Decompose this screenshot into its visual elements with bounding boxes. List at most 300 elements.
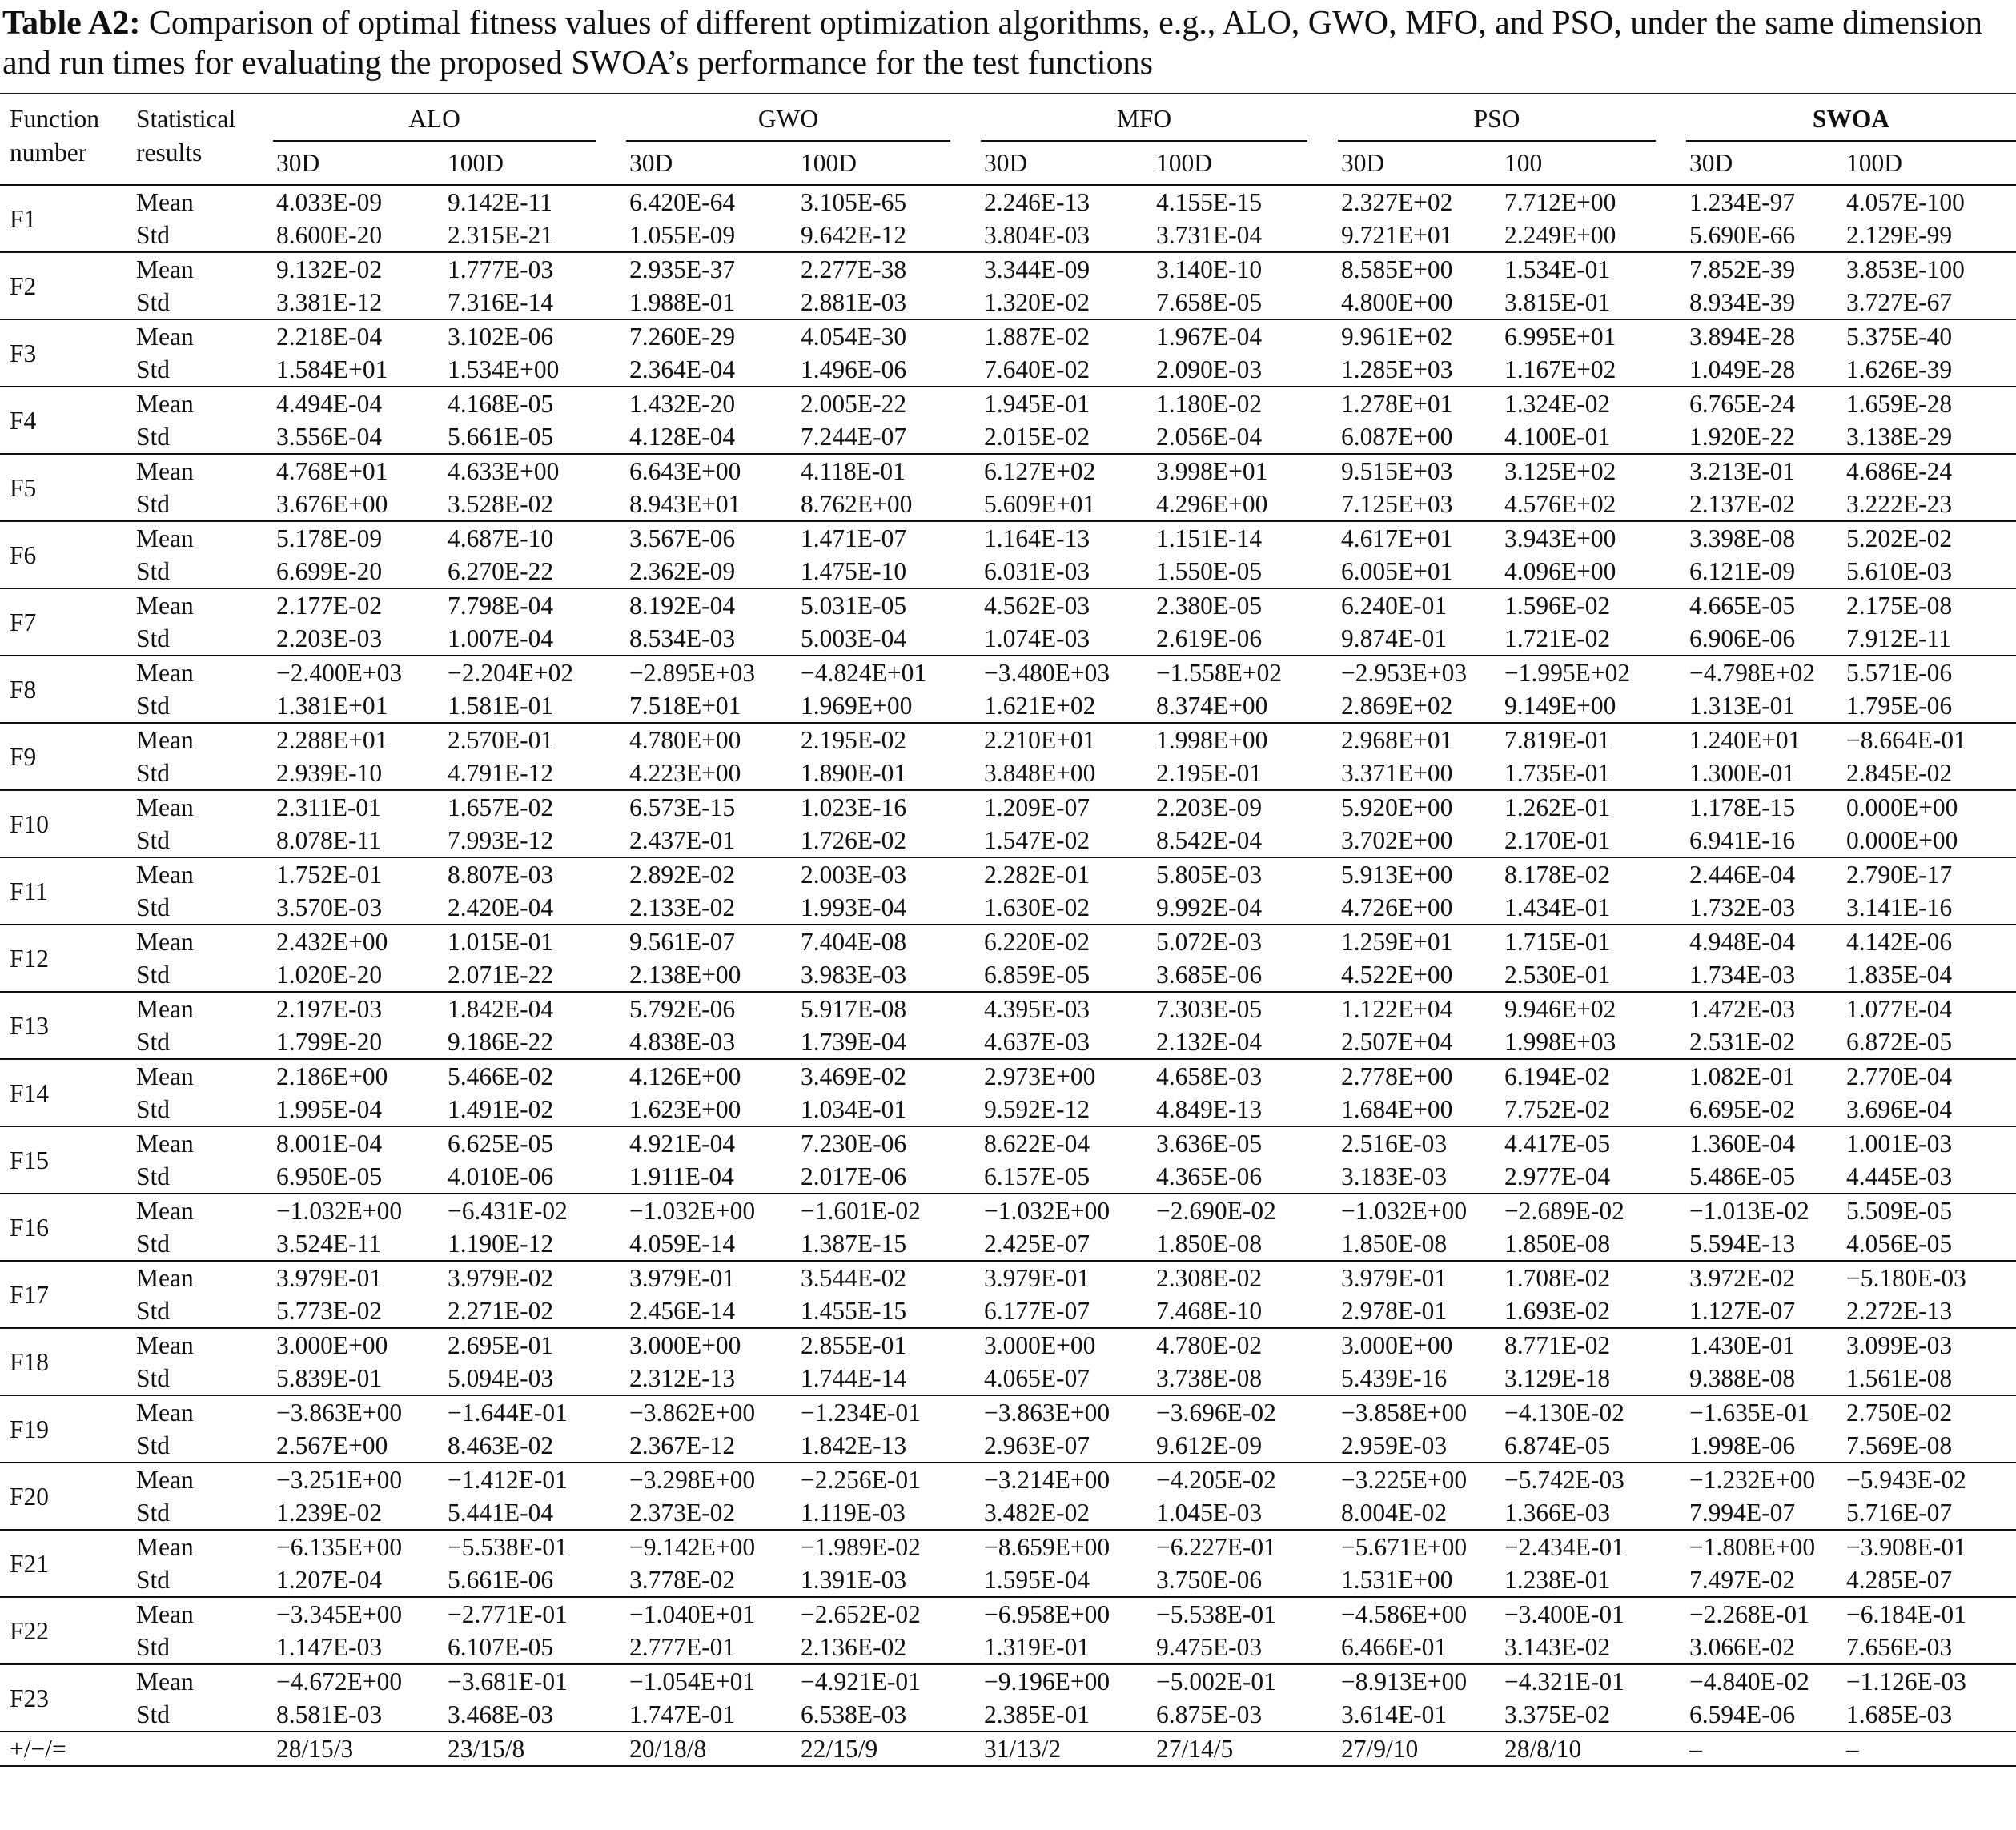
value-cell: 7.819E-01 bbox=[1501, 723, 1686, 756]
value-cell: 4.948E-04 bbox=[1686, 925, 1843, 958]
table-body bbox=[0, 185, 2016, 1766]
table-row bbox=[0, 1395, 2016, 1429]
value-cell: 2.138E+00 bbox=[629, 961, 741, 989]
value-cell: 2.778E+00 bbox=[1338, 1059, 1501, 1093]
value-cell: 5.375E-40 bbox=[1843, 319, 2016, 353]
value-cell: 3.804E-03 bbox=[984, 221, 1090, 249]
value-cell: 3.125E+02 bbox=[1501, 454, 1686, 488]
value-cell: 1.471E-07 bbox=[797, 521, 981, 555]
value-cell: 5.031E-05 bbox=[797, 588, 981, 622]
value-cell: 6.538E-03 bbox=[801, 1700, 907, 1728]
value-cell: 1.119E-03 bbox=[801, 1499, 906, 1527]
value-cell: −2.268E-01 bbox=[1686, 1597, 1843, 1631]
value-cell: 3.381E-12 bbox=[276, 288, 383, 316]
value-cell: 5.571E-06 bbox=[1843, 656, 2016, 689]
value-cell: −2.652E-02 bbox=[797, 1597, 981, 1631]
value-cell: 2.935E-37 bbox=[626, 252, 797, 286]
value-cell: −5.742E-03 bbox=[1501, 1463, 1686, 1496]
value-cell: 6.625E-05 bbox=[444, 1126, 626, 1160]
value-cell: 8.534E-03 bbox=[629, 624, 736, 652]
value-cell: 4.365E-06 bbox=[1156, 1162, 1263, 1190]
value-cell: 4.562E-03 bbox=[981, 588, 1153, 622]
header-dimension: 30D bbox=[629, 149, 673, 177]
value-cell: 9.612E-09 bbox=[1156, 1431, 1263, 1459]
statistic-label-cell: Mean bbox=[133, 1664, 273, 1698]
value-cell: 3.524E-11 bbox=[276, 1230, 381, 1258]
value-cell: 2.750E-02 bbox=[1843, 1395, 2016, 1429]
statistic-label-cell: Std bbox=[136, 1633, 171, 1661]
value-cell: 1.887E-02 bbox=[981, 319, 1153, 353]
function-number-cell: F9 bbox=[0, 723, 133, 790]
value-cell: 2.177E-02 bbox=[273, 588, 444, 622]
value-cell: 1.531E+00 bbox=[1341, 1566, 1453, 1594]
value-cell: 9.561E-07 bbox=[626, 925, 797, 958]
table-row bbox=[0, 420, 2016, 454]
value-cell: 4.780E+00 bbox=[626, 723, 797, 756]
value-cell: 5.610E-03 bbox=[1846, 557, 1953, 585]
value-cell: 3.738E-08 bbox=[1156, 1364, 1263, 1392]
table-row bbox=[0, 891, 2016, 925]
value-cell: 1.715E-01 bbox=[1501, 925, 1686, 958]
value-cell: 5.094E-03 bbox=[448, 1364, 554, 1392]
value-cell: 2.311E-01 bbox=[273, 790, 444, 824]
value-cell: 6.906E-06 bbox=[1689, 624, 1796, 652]
statistic-label-cell: Mean bbox=[133, 252, 273, 286]
value-cell: 3.702E+00 bbox=[1341, 826, 1453, 854]
value-cell: 1.391E-03 bbox=[801, 1566, 907, 1594]
value-cell: 6.859E-05 bbox=[984, 961, 1090, 989]
value-cell: 6.573E-15 bbox=[626, 790, 797, 824]
table-row bbox=[0, 1059, 2016, 1093]
value-cell: 7.518E+01 bbox=[629, 692, 741, 720]
value-cell: 1.685E-03 bbox=[1846, 1700, 1953, 1728]
value-cell: 6.220E-02 bbox=[981, 925, 1153, 958]
value-cell: −1.558E+02 bbox=[1153, 656, 1338, 689]
statistic-label-cell: Std bbox=[136, 624, 171, 652]
table-header bbox=[0, 94, 2016, 185]
value-cell: 0.000E+00 bbox=[1846, 826, 1958, 854]
value-cell: 3.105E-65 bbox=[797, 185, 981, 219]
value-cell: −6.227E-01 bbox=[1153, 1530, 1338, 1563]
table-row bbox=[0, 252, 2016, 286]
value-cell: 5.003E-04 bbox=[801, 624, 907, 652]
value-cell: 3.183E-03 bbox=[1341, 1162, 1448, 1190]
caption-text: Comparison of optimal fitness values of different optimization algorithms, e.g., ALO, GWO, MFO, and PSO, under the same dimension and run times for evaluating the proposed SWOA’s performance for the test functions bbox=[2, 5, 1983, 82]
table-row bbox=[0, 588, 2016, 622]
value-cell: 1.850E-08 bbox=[1504, 1230, 1611, 1258]
value-cell: 2.790E-17 bbox=[1843, 857, 2016, 891]
table-row bbox=[0, 1294, 2016, 1328]
value-cell: 6.031E-03 bbox=[984, 557, 1090, 585]
statistic-label-cell: Std bbox=[136, 221, 171, 249]
value-cell: 4.059E-14 bbox=[629, 1230, 736, 1258]
value-cell: −3.225E+00 bbox=[1338, 1463, 1501, 1496]
value-cell: 3.138E-29 bbox=[1846, 423, 1953, 451]
value-cell: 2.132E-04 bbox=[1156, 1028, 1263, 1056]
value-cell: 1.995E-04 bbox=[276, 1095, 383, 1123]
value-cell: 5.609E+01 bbox=[984, 490, 1096, 518]
value-cell: 4.522E+00 bbox=[1341, 961, 1453, 989]
table-row bbox=[0, 387, 2016, 420]
statistic-label-cell: Mean bbox=[133, 1261, 273, 1294]
statistic-label-cell: Std bbox=[136, 557, 171, 585]
value-cell: 3.727E-67 bbox=[1846, 288, 1953, 316]
value-cell: 7.569E-08 bbox=[1846, 1431, 1953, 1459]
value-cell: −3.862E+00 bbox=[626, 1395, 797, 1429]
value-cell: −2.953E+03 bbox=[1338, 656, 1501, 689]
value-cell: 2.195E-01 bbox=[1156, 759, 1263, 787]
value-cell: 1.285E+03 bbox=[1341, 355, 1453, 383]
value-cell: 1.708E-02 bbox=[1501, 1261, 1686, 1294]
value-cell: 3.979E-01 bbox=[273, 1261, 444, 1294]
value-cell: 1.721E-02 bbox=[1504, 624, 1611, 652]
value-cell: 3.102E-06 bbox=[444, 319, 626, 353]
header-algorithm-alo bbox=[273, 94, 626, 142]
value-cell: 2.005E-22 bbox=[797, 387, 981, 420]
statistic-label-cell: Std bbox=[136, 1297, 171, 1325]
value-cell: 8.463E-02 bbox=[448, 1431, 554, 1459]
table-row bbox=[0, 1025, 2016, 1059]
statistic-label-cell: Mean bbox=[133, 925, 273, 958]
value-cell: 3.998E+01 bbox=[1153, 454, 1338, 488]
value-cell: −1.234E-01 bbox=[797, 1395, 981, 1429]
statistic-label-cell: Std bbox=[136, 1095, 171, 1123]
value-cell: −6.958E+00 bbox=[981, 1597, 1153, 1631]
value-cell: 3.979E-01 bbox=[1338, 1261, 1501, 1294]
value-cell: 3.375E-02 bbox=[1504, 1700, 1611, 1728]
value-cell: 1.366E-03 bbox=[1504, 1499, 1611, 1527]
value-cell: 6.107E-05 bbox=[448, 1633, 554, 1661]
value-cell: 1.850E-08 bbox=[1341, 1230, 1448, 1258]
table-row bbox=[0, 689, 2016, 723]
value-cell: 3.614E-01 bbox=[1341, 1700, 1448, 1728]
value-cell: 3.983E-03 bbox=[801, 961, 907, 989]
value-cell: 1.496E-06 bbox=[801, 355, 907, 383]
value-cell: 1.167E+02 bbox=[1504, 355, 1616, 383]
table-row bbox=[0, 488, 2016, 521]
statistic-label-cell: Std bbox=[136, 826, 171, 854]
value-cell: 3.066E-02 bbox=[1689, 1633, 1796, 1661]
value-cell: 2.437E-01 bbox=[629, 826, 736, 854]
value-cell: −3.858E+00 bbox=[1338, 1395, 1501, 1429]
value-cell: 8.771E-02 bbox=[1501, 1328, 1686, 1362]
value-cell: 1.147E-03 bbox=[276, 1633, 383, 1661]
value-cell: 4.445E-03 bbox=[1846, 1162, 1953, 1190]
value-cell: 2.959E-03 bbox=[1341, 1431, 1448, 1459]
value-cell: 1.015E-01 bbox=[444, 925, 626, 958]
value-cell: 5.716E-07 bbox=[1846, 1499, 1953, 1527]
statistic-label-cell: Mean bbox=[133, 521, 273, 555]
table-row bbox=[0, 454, 2016, 488]
value-cell: 1.020E-20 bbox=[276, 961, 383, 989]
table-row bbox=[0, 555, 2016, 588]
value-cell: 1.259E+01 bbox=[1338, 925, 1501, 958]
value-cell: 2.420E-04 bbox=[448, 893, 554, 921]
value-cell: 2.271E-02 bbox=[448, 1297, 554, 1325]
statistic-label-cell: Std bbox=[136, 355, 171, 383]
value-cell: 5.920E+00 bbox=[1338, 790, 1501, 824]
value-cell: 1.455E-15 bbox=[801, 1297, 907, 1325]
value-cell: −5.538E-01 bbox=[1153, 1597, 1338, 1631]
value-cell: 2.977E-04 bbox=[1504, 1162, 1611, 1190]
value-cell: 1.626E-39 bbox=[1846, 355, 1953, 383]
table-row bbox=[0, 185, 2016, 219]
value-cell: 1.077E-04 bbox=[1843, 992, 2016, 1025]
statistic-label-cell: Mean bbox=[133, 387, 273, 420]
value-cell: 1.491E-02 bbox=[448, 1095, 554, 1123]
value-cell: 2.855E-01 bbox=[797, 1328, 981, 1362]
value-cell: 1.657E-02 bbox=[444, 790, 626, 824]
value-cell: 1.734E-03 bbox=[1689, 961, 1796, 989]
value-cell: 5.792E-06 bbox=[626, 992, 797, 1025]
value-cell: 3.129E-18 bbox=[1504, 1364, 1611, 1392]
function-number-cell: F14 bbox=[0, 1059, 133, 1126]
value-cell: 2.197E-03 bbox=[273, 992, 444, 1025]
value-cell: 2.507E+04 bbox=[1341, 1028, 1453, 1056]
statistic-label-cell: Mean bbox=[133, 319, 273, 353]
statistic-label-cell: Mean bbox=[133, 723, 273, 756]
value-cell: −5.180E-03 bbox=[1843, 1261, 2016, 1294]
statistic-label-cell: Std bbox=[136, 1499, 171, 1527]
statistic-label-cell: Std bbox=[136, 1364, 171, 1392]
value-cell: 1.835E-04 bbox=[1846, 961, 1953, 989]
value-cell: 1.998E-06 bbox=[1689, 1431, 1796, 1459]
value-cell: 2.963E-07 bbox=[984, 1431, 1090, 1459]
value-cell: 8.001E-04 bbox=[273, 1126, 444, 1160]
value-cell: 2.364E-04 bbox=[629, 355, 736, 383]
value-cell: 3.979E-02 bbox=[444, 1261, 626, 1294]
value-cell: 1.550E-05 bbox=[1156, 557, 1263, 585]
function-number-cell: F7 bbox=[0, 588, 133, 656]
table-row bbox=[0, 219, 2016, 252]
value-cell: 4.100E-01 bbox=[1504, 423, 1611, 451]
value-cell: 2.531E-02 bbox=[1689, 1028, 1796, 1056]
value-cell: 2.777E-01 bbox=[629, 1633, 736, 1661]
function-number-cell: F23 bbox=[0, 1664, 133, 1732]
value-cell: 4.617E+01 bbox=[1338, 521, 1501, 555]
value-cell: −5.002E-01 bbox=[1153, 1664, 1338, 1698]
value-cell: 7.752E-02 bbox=[1504, 1095, 1611, 1123]
statistic-label-cell: Std bbox=[136, 759, 171, 787]
value-cell: 2.327E+02 bbox=[1338, 185, 1501, 219]
value-cell: 2.003E-03 bbox=[797, 857, 981, 891]
value-cell: 4.780E-02 bbox=[1153, 1328, 1338, 1362]
value-cell: 3.213E-01 bbox=[1686, 454, 1843, 488]
value-cell: 1.001E-03 bbox=[1843, 1126, 2016, 1160]
value-cell: 6.194E-02 bbox=[1501, 1059, 1686, 1093]
value-cell: 4.800E+00 bbox=[1341, 288, 1453, 316]
statistic-label-cell: Mean bbox=[133, 992, 273, 1025]
summary-value-cell: 20/18/8 bbox=[626, 1732, 797, 1766]
value-cell: −2.689E-02 bbox=[1501, 1194, 1686, 1227]
table-row bbox=[0, 353, 2016, 387]
value-cell: 8.374E+00 bbox=[1156, 692, 1268, 720]
value-cell: 5.917E-08 bbox=[797, 992, 981, 1025]
value-cell: 6.941E-16 bbox=[1689, 826, 1796, 854]
table-row bbox=[0, 824, 2016, 857]
value-cell: −6.135E+00 bbox=[273, 1530, 444, 1563]
value-cell: 3.685E-06 bbox=[1156, 961, 1263, 989]
value-cell: 3.731E-04 bbox=[1156, 221, 1263, 249]
header-function-number: Function number bbox=[10, 105, 100, 167]
value-cell: −2.434E-01 bbox=[1501, 1530, 1686, 1563]
table-row bbox=[0, 857, 2016, 891]
algorithm-name: SWOA bbox=[1686, 102, 2016, 142]
value-cell: 1.744E-14 bbox=[801, 1364, 907, 1392]
table-row bbox=[0, 958, 2016, 992]
table-row bbox=[0, 622, 2016, 656]
value-cell: 6.121E-09 bbox=[1689, 557, 1796, 585]
table-row bbox=[0, 1664, 2016, 1698]
value-cell: 7.125E+03 bbox=[1341, 490, 1453, 518]
table-row bbox=[0, 1496, 2016, 1530]
table-row bbox=[0, 656, 2016, 689]
algorithm-name: PSO bbox=[1338, 102, 1656, 142]
value-cell: 1.998E+00 bbox=[1153, 723, 1338, 756]
value-cell: 5.913E+00 bbox=[1338, 857, 1501, 891]
function-number-cell: F6 bbox=[0, 521, 133, 588]
value-cell: 1.045E-03 bbox=[1156, 1499, 1263, 1527]
statistic-label-cell: Std bbox=[136, 961, 171, 989]
value-cell: 1.795E-06 bbox=[1846, 692, 1953, 720]
value-cell: 9.946E+02 bbox=[1501, 992, 1686, 1025]
value-cell: 1.630E-02 bbox=[984, 893, 1090, 921]
value-cell: −4.205E-02 bbox=[1153, 1463, 1338, 1496]
value-cell: −8.664E-01 bbox=[1843, 723, 2016, 756]
value-cell: 1.238E-01 bbox=[1504, 1566, 1611, 1594]
value-cell: 9.149E+00 bbox=[1504, 692, 1616, 720]
value-cell: 9.642E-12 bbox=[801, 221, 907, 249]
value-cell: −4.321E-01 bbox=[1501, 1664, 1686, 1698]
value-cell: 7.244E-07 bbox=[801, 423, 907, 451]
value-cell: 6.643E+00 bbox=[626, 454, 797, 488]
value-cell: −3.696E-02 bbox=[1153, 1395, 1338, 1429]
value-cell: 3.815E-01 bbox=[1504, 288, 1611, 316]
value-cell: 4.576E+02 bbox=[1504, 490, 1616, 518]
value-cell: 3.979E-01 bbox=[981, 1261, 1153, 1294]
summary-value-cell: 22/15/9 bbox=[797, 1732, 981, 1766]
table-row bbox=[0, 723, 2016, 756]
value-cell: 7.404E-08 bbox=[797, 925, 981, 958]
header-dimension: 100 bbox=[1504, 149, 1543, 177]
value-cell: 1.240E+01 bbox=[1686, 723, 1843, 756]
function-number-cell: F22 bbox=[0, 1597, 133, 1664]
value-cell: 8.192E-04 bbox=[626, 588, 797, 622]
statistic-label-cell: Std bbox=[136, 1431, 171, 1459]
value-cell: 4.054E-30 bbox=[797, 319, 981, 353]
header-algorithm-swoa bbox=[1686, 94, 2016, 142]
summary-label-cell: +/−/= bbox=[0, 1732, 273, 1766]
value-cell: 1.190E-12 bbox=[448, 1230, 554, 1258]
value-cell: 4.096E+00 bbox=[1504, 557, 1616, 585]
value-cell: 1.752E-01 bbox=[273, 857, 444, 891]
function-number-cell: F3 bbox=[0, 319, 133, 387]
value-cell: 4.168E-05 bbox=[444, 387, 626, 420]
value-cell: 7.852E-39 bbox=[1686, 252, 1843, 286]
value-cell: 9.721E+01 bbox=[1341, 221, 1453, 249]
function-number-cell: F13 bbox=[0, 992, 133, 1059]
value-cell: −1.644E-01 bbox=[444, 1395, 626, 1429]
value-cell: 2.380E-05 bbox=[1153, 588, 1338, 622]
value-cell: 6.177E-07 bbox=[984, 1297, 1090, 1325]
value-cell: 1.472E-03 bbox=[1686, 992, 1843, 1025]
statistic-label-cell: Mean bbox=[133, 1395, 273, 1429]
value-cell: 1.178E-15 bbox=[1686, 790, 1843, 824]
value-cell: 1.945E-01 bbox=[981, 387, 1153, 420]
value-cell: −4.130E-02 bbox=[1501, 1395, 1686, 1429]
value-cell: 1.988E-01 bbox=[629, 288, 736, 316]
value-cell: 9.992E-04 bbox=[1156, 893, 1263, 921]
value-cell: −1.032E+00 bbox=[1338, 1194, 1501, 1227]
table-row bbox=[0, 1463, 2016, 1496]
statistic-label-cell: Mean bbox=[133, 1126, 273, 1160]
value-cell: 8.943E+01 bbox=[629, 490, 741, 518]
value-cell: −4.672E+00 bbox=[273, 1664, 444, 1698]
value-cell: 1.007E-04 bbox=[448, 624, 554, 652]
function-number-cell: F1 bbox=[0, 185, 133, 252]
value-cell: 3.141E-16 bbox=[1846, 893, 1953, 921]
value-cell: 5.661E-05 bbox=[448, 423, 554, 451]
value-cell: −1.032E+00 bbox=[626, 1194, 797, 1227]
value-cell: 2.203E-03 bbox=[276, 624, 383, 652]
value-cell: 4.637E-03 bbox=[984, 1028, 1090, 1056]
function-number-cell: F16 bbox=[0, 1194, 133, 1261]
value-cell: 8.178E-02 bbox=[1501, 857, 1686, 891]
value-cell: 2.195E-02 bbox=[797, 723, 981, 756]
header-algorithm-gwo bbox=[626, 94, 981, 142]
value-cell: 1.082E-01 bbox=[1686, 1059, 1843, 1093]
value-cell: 3.972E-02 bbox=[1686, 1261, 1843, 1294]
value-cell: 6.466E-01 bbox=[1341, 1633, 1448, 1661]
value-cell: 2.939E-10 bbox=[276, 759, 383, 787]
value-cell: 1.151E-14 bbox=[1153, 521, 1338, 555]
value-cell: −3.400E-01 bbox=[1501, 1597, 1686, 1631]
value-cell: 8.807E-03 bbox=[444, 857, 626, 891]
value-cell: 7.316E-14 bbox=[448, 288, 554, 316]
value-cell: 1.799E-20 bbox=[276, 1028, 383, 1056]
function-number-cell: F12 bbox=[0, 925, 133, 992]
value-cell: 1.735E-01 bbox=[1504, 759, 1611, 787]
value-cell: 2.218E-04 bbox=[273, 319, 444, 353]
statistic-label-cell: Mean bbox=[133, 857, 273, 891]
value-cell: 1.623E+00 bbox=[629, 1095, 741, 1123]
value-cell: 1.122E+04 bbox=[1338, 992, 1501, 1025]
algorithm-name: GWO bbox=[626, 102, 950, 142]
value-cell: 3.750E-06 bbox=[1156, 1566, 1263, 1594]
value-cell: 3.000E+00 bbox=[1338, 1328, 1501, 1362]
statistic-label-cell: Std bbox=[136, 692, 171, 720]
value-cell: 7.230E-06 bbox=[797, 1126, 981, 1160]
value-cell: 1.434E-01 bbox=[1504, 893, 1611, 921]
value-cell: 2.210E+01 bbox=[981, 723, 1153, 756]
value-cell: 1.127E-07 bbox=[1689, 1297, 1796, 1325]
value-cell: 3.778E-02 bbox=[629, 1566, 736, 1594]
value-cell: 6.270E-22 bbox=[448, 557, 554, 585]
function-number-cell: F15 bbox=[0, 1126, 133, 1194]
value-cell: 2.385E-01 bbox=[984, 1700, 1090, 1728]
value-cell: 2.015E-02 bbox=[984, 423, 1090, 451]
value-cell: 8.004E-02 bbox=[1341, 1499, 1448, 1527]
value-cell: 7.497E-02 bbox=[1689, 1566, 1796, 1594]
value-cell: 4.726E+00 bbox=[1341, 893, 1453, 921]
header-dimension: 100D bbox=[1846, 149, 1902, 177]
value-cell: −3.251E+00 bbox=[273, 1463, 444, 1496]
value-cell: 2.530E-01 bbox=[1504, 961, 1611, 989]
value-cell: 2.978E-01 bbox=[1341, 1297, 1448, 1325]
table-row bbox=[0, 1227, 2016, 1261]
value-cell: 3.344E-09 bbox=[981, 252, 1153, 286]
value-cell: −1.126E-03 bbox=[1843, 1664, 2016, 1698]
